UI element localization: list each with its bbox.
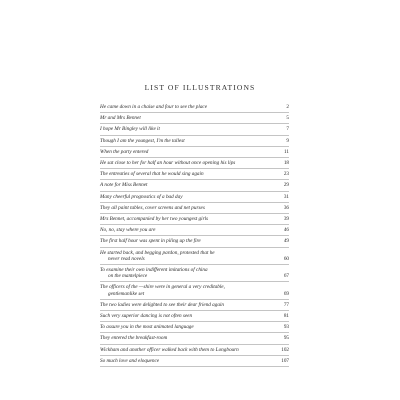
illustration-caption-continuation: on the mantelpiece [108, 273, 148, 280]
illustration-entry [100, 225, 289, 236]
illustration-caption: Such very superior dancing is not often seen [100, 313, 193, 320]
illustration-entry [100, 265, 289, 282]
illustration-page-number: 77 [283, 301, 289, 308]
illustration-page-number: 81 [283, 313, 289, 320]
illustration-page-number: 95 [283, 335, 289, 342]
illustration-caption: So much love and eloquence [100, 357, 160, 364]
illustration-caption: No, no, stay where you are [100, 227, 156, 234]
illustration-entry [100, 203, 289, 214]
illustration-page-number: 7 [286, 126, 289, 133]
illustration-page-number: 46 [283, 227, 289, 234]
illustration-entry [100, 282, 289, 299]
illustration-caption: Though I am the youngest, I'm the tallest [100, 137, 185, 144]
illustration-entry [100, 192, 289, 203]
illustration-caption: The first half hour was spent in piling up the fire [100, 238, 201, 245]
illustration-page-number: 31 [283, 193, 289, 200]
illustration-caption-continuation: never read novels [108, 255, 145, 262]
illustration-caption: The officers of the —shire were in general a very creditable, [100, 284, 225, 291]
illustration-page-number: 23 [283, 171, 289, 178]
illustration-caption: He started back, and begging pardon, protested that he [100, 249, 215, 256]
illustration-page-number: 5 [286, 115, 289, 122]
illustration-page-number: 29 [283, 182, 289, 189]
illustration-entry [100, 322, 289, 333]
illustration-page-number: 107 [281, 357, 289, 364]
illustration-entry [100, 356, 289, 367]
illustration-page-number: 11 [284, 148, 289, 155]
illustration-page-number: 93 [283, 324, 289, 331]
illustration-page-number: 9 [286, 137, 289, 144]
illustration-entry [100, 180, 289, 191]
illustration-entry [100, 147, 289, 158]
illustration-caption: Wickham and another officer walked back with them to Longbourn [100, 346, 239, 353]
illustration-caption: A note for Miss Bennet [100, 182, 148, 189]
illustration-caption: To examine their own indifferent imitations of china [100, 267, 208, 274]
illustration-caption: To assure you in the most animated language [100, 324, 194, 331]
illustration-page-number: 69 [283, 290, 289, 297]
illustration-entry [100, 236, 289, 247]
illustration-entry [100, 158, 289, 169]
illustration-entry [100, 311, 289, 322]
illustration-page-number: 102 [281, 346, 289, 353]
illustration-entry [100, 169, 289, 180]
illustration-entry [100, 345, 289, 356]
illustration-caption: Many cheerful prognostics of a bad day [100, 193, 183, 200]
illustration-caption: He came down in a chaise and four to see the place [100, 104, 208, 110]
illustration-entry [100, 102, 289, 113]
illustration-caption: The two ladies were delighted to see their dear friend again [100, 301, 225, 308]
illustration-caption: I hope Mr Bingley will like it [100, 126, 160, 133]
illustration-caption: Mrs Bennet, accompanied by her two youngest girls [100, 216, 209, 223]
illustration-page-number: 2 [286, 104, 289, 110]
illustration-caption: He sat close to her for half an hour without once opening his lips [100, 160, 236, 167]
illustration-caption: Mr and Mrs Bennet [100, 115, 141, 122]
illustration-entry [100, 113, 289, 124]
illustration-caption: They all paint tables, cover screens and net purses [100, 204, 205, 211]
illustration-page-number: 49 [283, 238, 289, 245]
illustration-entry [100, 333, 289, 344]
illustration-page-number: 67 [283, 273, 289, 280]
illustration-page-number: 60 [283, 255, 289, 262]
illustrations-list [100, 102, 289, 367]
illustration-entry [100, 214, 289, 225]
illustration-caption-continuation: gentlemanlike set [108, 290, 145, 297]
illustration-entry [100, 300, 289, 311]
page-heading: LIST OF ILLUSTRATIONS [144, 83, 256, 92]
illustration-entry [100, 124, 289, 135]
illustration-entry [100, 136, 289, 147]
illustration-page-number: 18 [283, 160, 289, 167]
illustration-caption: When the party entered [100, 148, 149, 155]
illustration-caption: They entered the breakfast-room [100, 335, 168, 342]
illustration-entry [100, 248, 289, 265]
illustration-page-number: 36 [283, 204, 289, 211]
illustration-caption: The entreaties of several that he would sing again [100, 171, 204, 178]
illustration-page-number: 39 [283, 216, 289, 223]
